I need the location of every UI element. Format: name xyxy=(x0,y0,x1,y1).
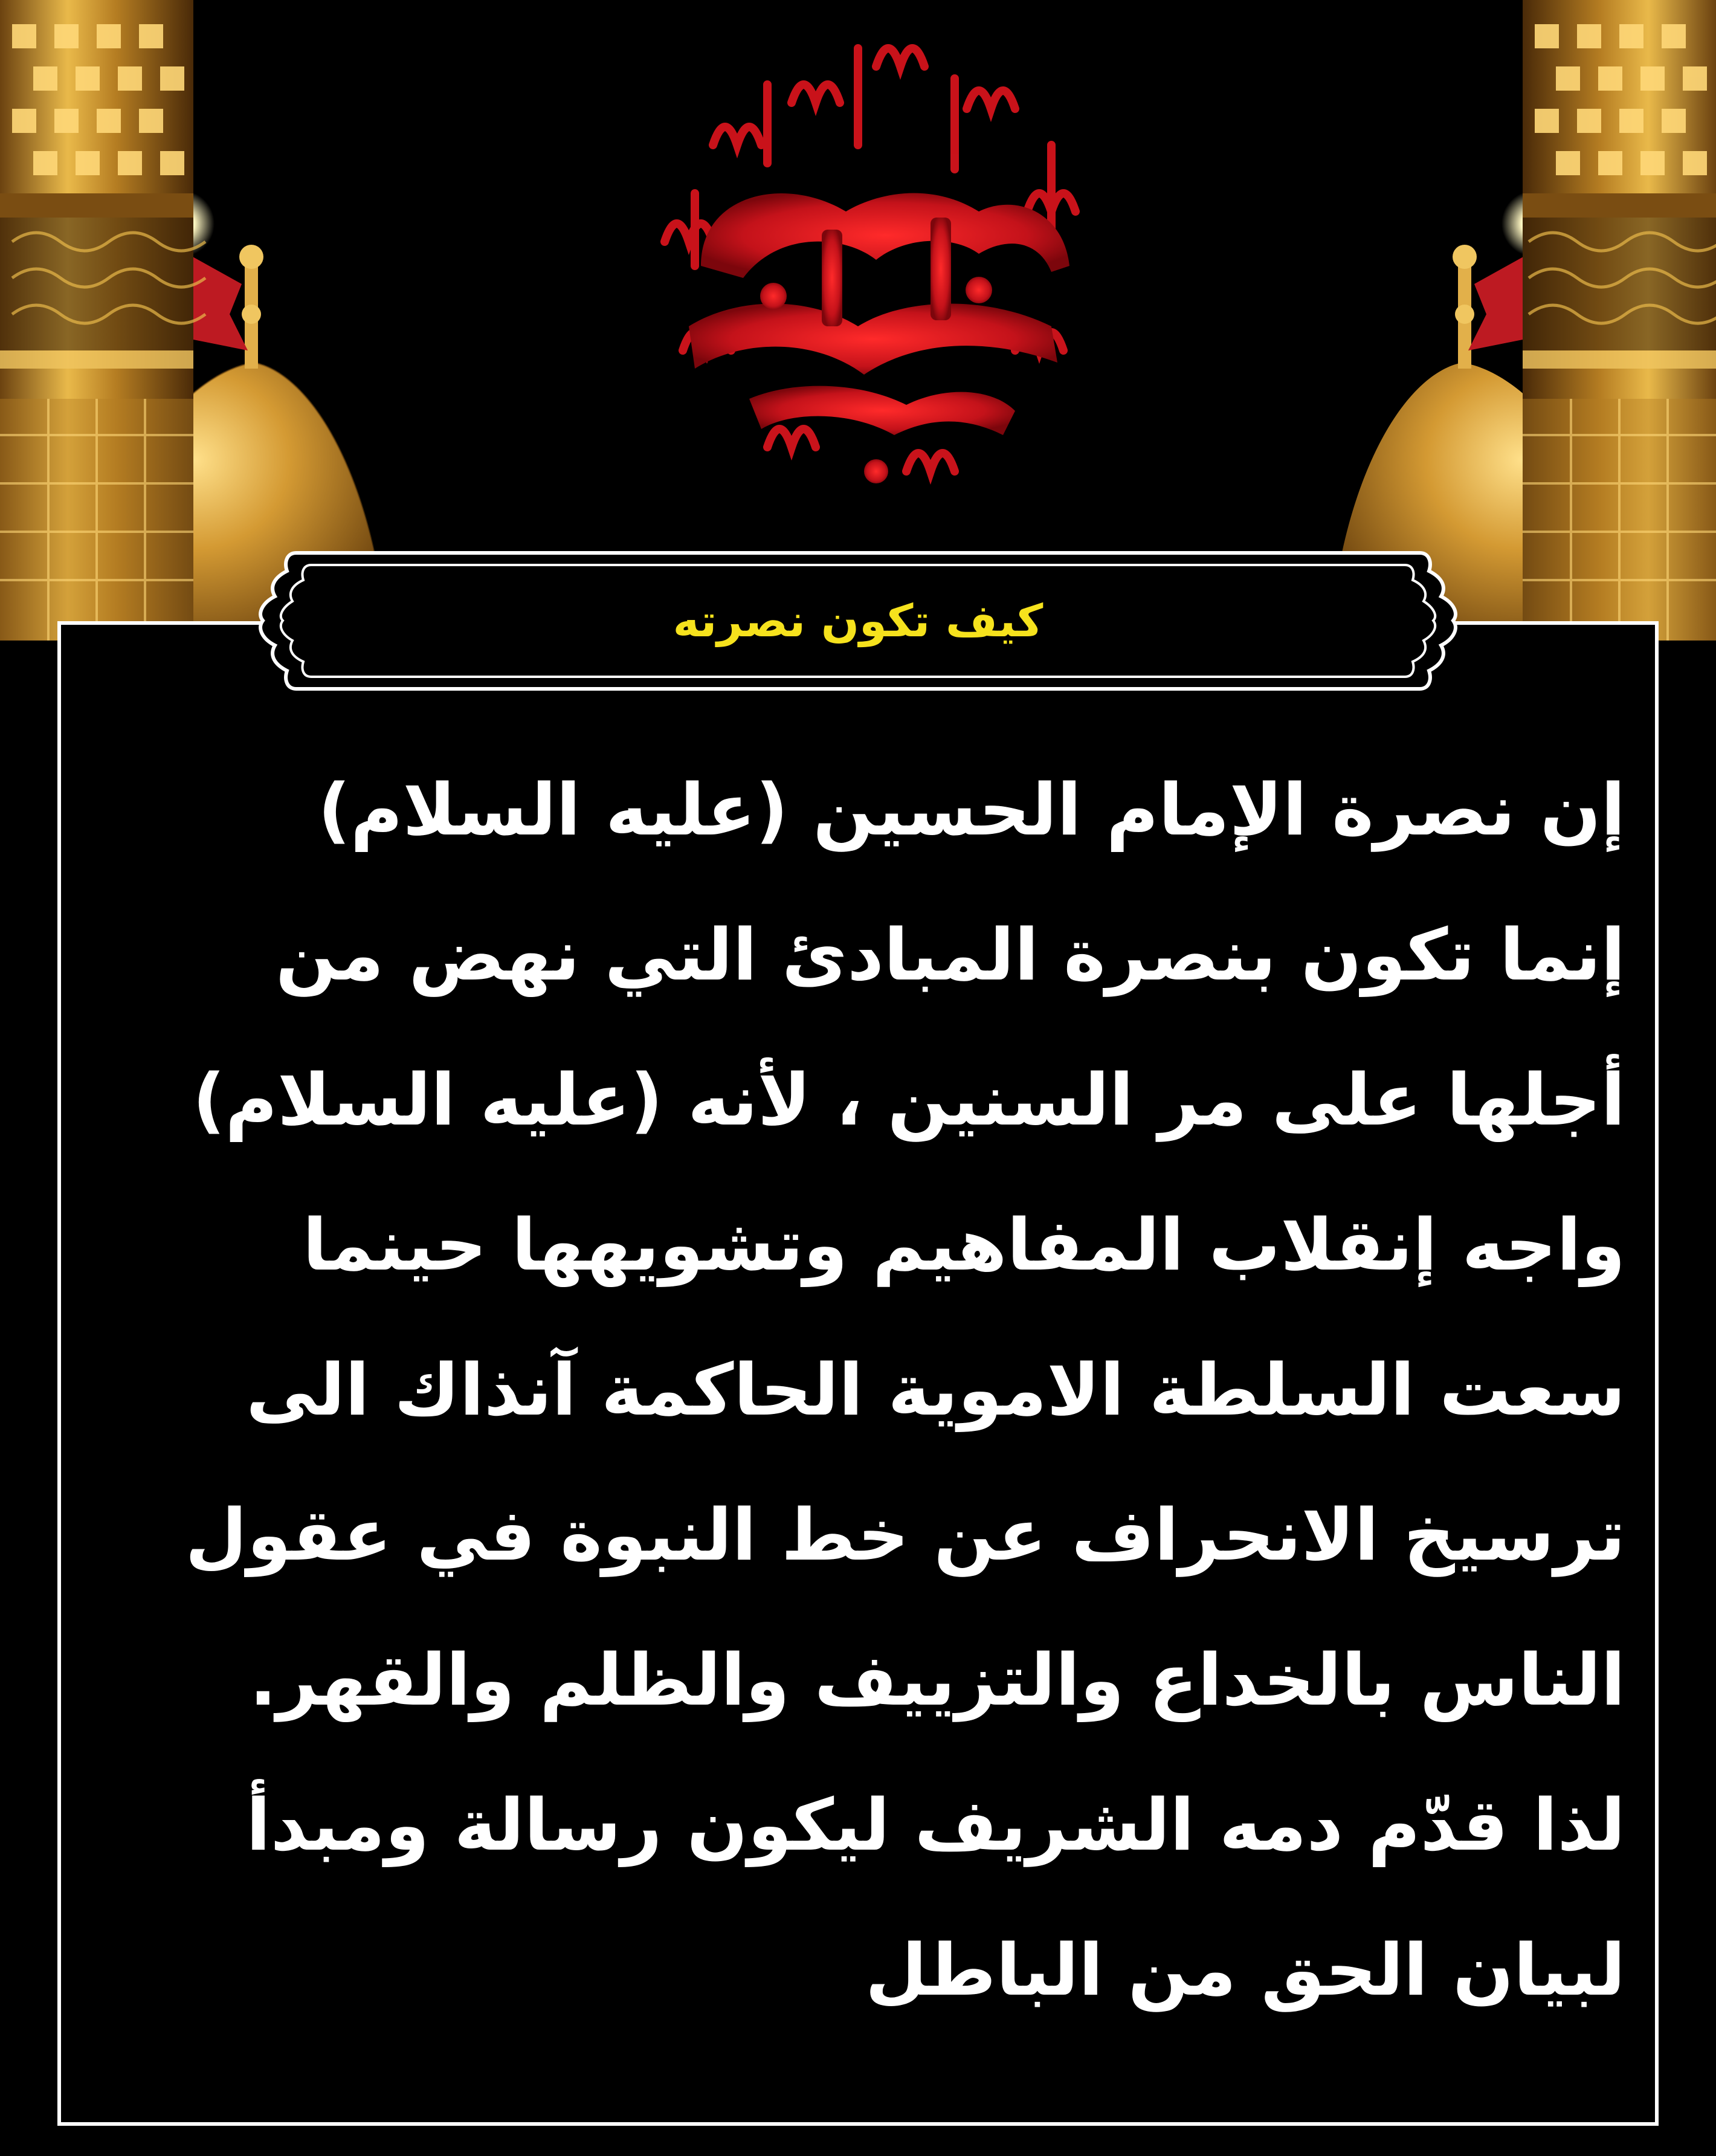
body-line: الناس بالخداع والتزييف والظلم والقهر. xyxy=(249,1638,1625,1722)
shrine-right-illustration xyxy=(1281,0,1716,641)
flag-right-icon xyxy=(1468,254,1529,350)
title-banner xyxy=(254,547,1462,695)
body-line: لذا قدّم دمه الشريف ليكون رسالة ومبدأ xyxy=(246,1783,1625,1867)
body-line: أجلها على مر السنين ، لأنه (عليه السلام) xyxy=(192,1058,1625,1141)
body-line: ترسيخ الانحراف عن خط النبوة في عقول xyxy=(185,1493,1625,1577)
ashura-calligraphy-logo xyxy=(592,12,1136,544)
minaret-right-icon xyxy=(1523,0,1716,641)
bottom-strip xyxy=(0,2133,1716,2156)
body-line: واجه إنقلاب المفاهيم وتشويهها حينما xyxy=(302,1203,1625,1286)
banner-title: كيف تكون نصرته xyxy=(673,595,1043,647)
flag-left-icon xyxy=(187,254,248,350)
minaret-left-icon xyxy=(0,0,205,641)
body-line: إنما تكون بنصرة المبادئ التي نهض من xyxy=(276,913,1625,996)
body-line: سعت السلطة الاموية الحاكمة آنذاك الى xyxy=(246,1348,1625,1431)
body-line: لبيان الحق من الباطل xyxy=(865,1928,1625,2012)
shrine-left-illustration xyxy=(0,0,435,641)
body-line: إن نصرة الإمام الحسين (عليه السلام) xyxy=(318,768,1625,851)
